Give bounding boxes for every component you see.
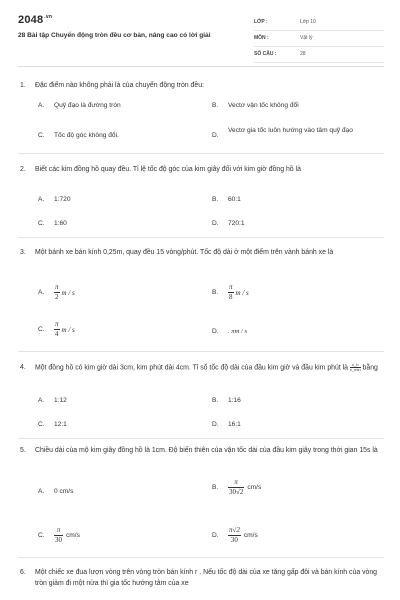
ratio-denominator: v_min xyxy=(349,367,361,372)
fraction-numerator: π xyxy=(229,283,233,291)
option-3c[interactable] xyxy=(38,320,75,339)
option-4d[interactable] xyxy=(212,420,241,430)
option-label: B. xyxy=(212,288,219,296)
option-2b[interactable] xyxy=(212,195,241,205)
question-number: 1. xyxy=(20,82,26,89)
option-unit: m / s xyxy=(61,288,75,297)
option-4a[interactable] xyxy=(38,396,67,406)
option-label: A. xyxy=(38,102,45,109)
option-text: . πm / s xyxy=(228,328,248,335)
fraction-denominator: 30√2 xyxy=(229,488,244,496)
fraction-denominator: 4 xyxy=(55,330,59,338)
option-4c[interactable] xyxy=(38,420,67,430)
meta-value: 28 xyxy=(300,51,306,57)
option-fraction xyxy=(228,283,234,302)
question-text: Một chiếc xe đua lượn vòng trên vòng tròn bán kính r . Nếu tốc độ dài của xe tăng gấp đôi và bán kính của vòng tròn giảm đi một nửa thì gia tốc hướng tâm của xe xyxy=(35,569,378,587)
option-unit: cm/s xyxy=(66,531,80,539)
fraction-denominator: 2 xyxy=(55,293,59,301)
option-label: D. xyxy=(212,421,219,428)
option-text: 16:1 xyxy=(228,421,241,428)
meta-key: LỚP : xyxy=(254,19,268,25)
meta-key: MÔN : xyxy=(254,35,269,41)
option-label: A. xyxy=(38,288,45,296)
option-label: B. xyxy=(212,196,219,203)
option-label: A. xyxy=(38,488,45,495)
meta-row-class xyxy=(254,15,384,31)
question-text: Chiều dài của mộ kim giây đồng hồ là 1cm. Độ biến thiên của vận tốc dài của đầu kim giây trong thời gian 15s là xyxy=(35,447,378,454)
option-text: 1:720 xyxy=(54,196,71,203)
option-text: Vectơ vận tốc không đổi xyxy=(228,102,299,109)
question-number: 2. xyxy=(20,166,26,173)
option-label: A. xyxy=(38,196,45,203)
option-unit: cm/s xyxy=(247,483,262,491)
option-label: D. xyxy=(212,531,219,539)
option-3d[interactable] xyxy=(212,327,247,337)
ratio-fraction xyxy=(350,363,361,372)
header-divider xyxy=(18,66,384,67)
option-text: Quỹ đạo là đường tròn xyxy=(54,102,121,109)
option-label: C. xyxy=(38,325,45,333)
option-fraction xyxy=(54,526,63,545)
question-text xyxy=(35,363,381,374)
option-2d[interactable] xyxy=(212,219,245,229)
option-text: 12:1 xyxy=(54,421,67,428)
fraction-denominator: 8 xyxy=(229,293,233,301)
fraction-denominator: 30 xyxy=(228,535,241,545)
fraction-numerator: π xyxy=(55,283,59,291)
question-divider xyxy=(18,237,384,238)
meta-table xyxy=(254,15,384,63)
question-number: 3. xyxy=(20,249,26,256)
option-label: C. xyxy=(38,531,45,539)
option-unit: cm/s xyxy=(243,531,258,539)
meta-row-subject xyxy=(254,31,384,47)
fraction-numerator: π xyxy=(56,526,61,534)
option-3a[interactable] xyxy=(38,283,75,302)
option-text: 1:16 xyxy=(228,397,241,404)
option-label: C. xyxy=(38,220,45,227)
option-unit: m / s xyxy=(235,288,249,297)
option-label: A. xyxy=(38,397,45,404)
option-text: 1:60 xyxy=(54,220,67,227)
option-2c[interactable] xyxy=(38,219,67,229)
option-1d[interactable] xyxy=(212,126,366,141)
option-1c[interactable] xyxy=(38,131,119,141)
question-divider xyxy=(18,557,384,558)
question-divider xyxy=(18,438,384,439)
logo-text: 2048 xyxy=(18,14,44,26)
option-label: B. xyxy=(212,102,219,109)
option-3b[interactable] xyxy=(212,283,249,302)
option-text: Vectơ gia tốc luôn hướng vào tâm quỹ đạo xyxy=(228,127,353,134)
question-text: Đặc điểm nào không phải là của chuyển động tròn đều: xyxy=(35,82,204,89)
meta-value: Vật lý xyxy=(300,35,313,41)
option-fraction xyxy=(54,320,60,339)
question-number: 6. xyxy=(20,569,26,576)
option-5c[interactable] xyxy=(38,526,80,545)
option-fraction xyxy=(54,283,60,302)
option-label: D. xyxy=(212,220,219,227)
option-5b[interactable] xyxy=(212,478,261,497)
option-text: 0 cm/s xyxy=(54,488,74,495)
logo-suffix: .vn xyxy=(44,14,53,21)
option-5a[interactable] xyxy=(38,487,73,497)
option-text: 720:1 xyxy=(228,220,245,227)
site-logo[interactable] xyxy=(18,14,52,26)
question-number: 5. xyxy=(20,447,26,454)
question-text-end: bằng xyxy=(362,364,378,372)
option-unit: m / s xyxy=(61,325,75,334)
question-text: Biết các kim đồng hồ quay đều. Tỉ lệ tốc độ góc của kim giây đối với kim giờ đồng hồ là xyxy=(35,166,301,173)
option-fraction xyxy=(228,526,241,545)
document-header xyxy=(18,14,384,62)
fraction-numerator: π xyxy=(55,320,59,328)
option-2a[interactable] xyxy=(38,195,71,205)
option-5d[interactable] xyxy=(212,526,258,545)
fraction-denominator: 30 xyxy=(55,536,62,544)
meta-value: Lớp 10 xyxy=(300,19,316,25)
option-text: Tốc độ góc không đổi. xyxy=(54,132,119,139)
question-text-main: Một đồng hồ có kim giờ dài 3cm, kim phút dài 4cm. Tỉ số tốc độ dài của đầu kim giờ và đầu kim phút là xyxy=(35,364,349,372)
meta-row-count xyxy=(254,47,384,63)
option-label: B. xyxy=(212,397,219,404)
option-text: 1:12 xyxy=(54,397,67,404)
option-label: C. xyxy=(38,132,45,139)
document-title: 28 Bài tập Chuyển động tròn đều cơ bản, nâng cao có lời giải xyxy=(18,32,211,39)
question-divider xyxy=(18,153,384,154)
fraction-numerator: π√2 xyxy=(229,526,240,534)
option-label: D. xyxy=(212,132,219,139)
option-label: D. xyxy=(212,328,219,335)
ratio-numerator: v_h xyxy=(352,362,359,367)
question-divider xyxy=(18,351,384,352)
option-1a[interactable] xyxy=(38,101,121,111)
question-text: Một bánh xe bán kính 0,25m, quay đều 15 vòng/phút. Tốc độ dài ở một điểm trên vành bánh xe là xyxy=(35,249,334,256)
option-fraction xyxy=(228,478,244,497)
meta-key: SỐ CÂU : xyxy=(254,51,277,57)
fraction-numerator: π xyxy=(234,478,238,486)
option-text: 60:1 xyxy=(228,196,241,203)
option-label: B. xyxy=(212,483,219,491)
option-label: C. xyxy=(38,421,45,428)
option-1b[interactable] xyxy=(212,101,299,111)
option-4b[interactable] xyxy=(212,396,241,406)
question-number: 4. xyxy=(20,364,26,371)
